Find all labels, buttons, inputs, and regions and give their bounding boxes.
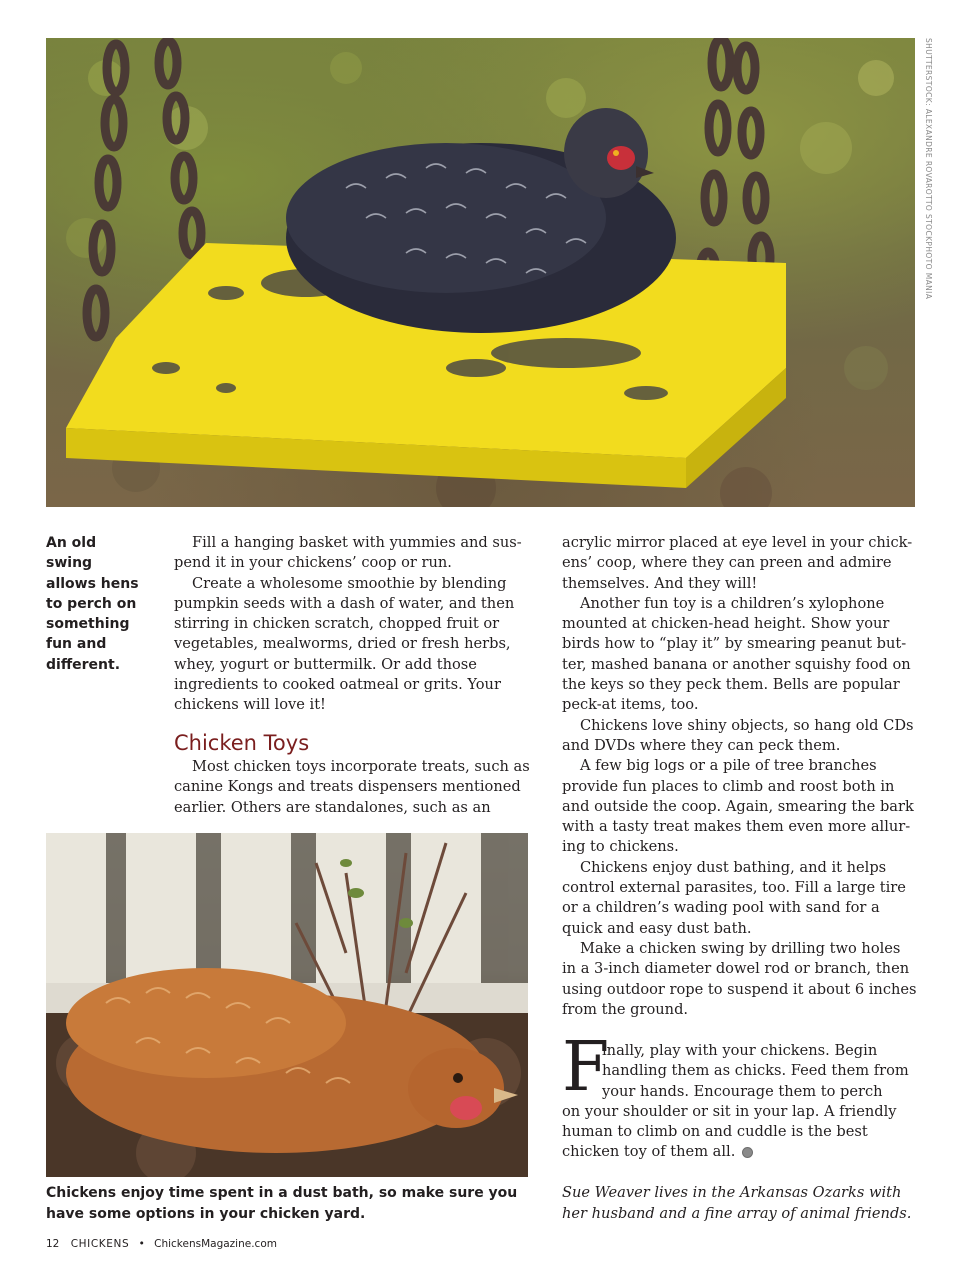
text-line: using outdoor rope to suspend it about 6 inches bbox=[562, 980, 917, 998]
photo-credit: SHUTTERSTOCK: ALEXANDRE ROVAROTTO STOCKPHOTO MANIA bbox=[924, 38, 933, 300]
end-of-article-icon bbox=[742, 1147, 753, 1158]
paragraph-chicken-toys bbox=[174, 757, 530, 818]
website-link[interactable]: ChickensMagazine.com bbox=[154, 1238, 277, 1250]
text-line: Fill a hanging basket with yummies and sus- bbox=[192, 534, 522, 551]
caption-line: An old bbox=[46, 535, 97, 551]
dust-bath-hen-photo bbox=[46, 833, 528, 1177]
text-line: A few big logs or a pile of tree branches bbox=[580, 757, 877, 775]
text-line: on your shoulder or sit in your lap. A friendly bbox=[562, 1102, 897, 1120]
text-line: ing to chickens. bbox=[562, 838, 679, 856]
caption-line: fun and bbox=[46, 636, 107, 653]
text-line: Another fun toy is a children’s xylophone bbox=[580, 594, 885, 612]
text-line: the keys so they peck them. Bells are popular bbox=[562, 676, 900, 694]
text-line: vegetables, mealworms, dried or fresh herbs, bbox=[174, 635, 511, 653]
text-line: Create a wholesome smoothie by blending bbox=[192, 574, 507, 592]
text-line: quick and easy dust bath. bbox=[562, 919, 752, 937]
caption-line: Chickens enjoy time spent in a dust bath, so make sure you bbox=[46, 1185, 518, 1201]
paragraph-smoothie bbox=[174, 574, 514, 716]
text-line: ingredients to cooked oatmeal or grits. Your bbox=[174, 676, 501, 694]
text-line: acrylic mirror placed at eye level in your chick- bbox=[562, 534, 913, 551]
paragraph-xylophone bbox=[562, 594, 911, 716]
text-line bbox=[562, 1142, 909, 1162]
text-line: with a tasty treat makes them even more allur- bbox=[562, 818, 911, 836]
caption-line: swing bbox=[46, 555, 93, 572]
text-line: Chickens enjoy dust bathing, and it helps bbox=[580, 858, 887, 876]
text-line: earlier. Others are standalones, such as an bbox=[174, 798, 491, 816]
swing-photo-caption bbox=[46, 533, 146, 675]
text-line: Most chicken toys incorporate treats, such as bbox=[192, 758, 530, 775]
caption-line: have some options in your chicken yard. bbox=[46, 1205, 366, 1222]
page-footer bbox=[46, 1238, 277, 1250]
text-line-content: chicken toy of them all. bbox=[562, 1143, 736, 1161]
caption-line: something bbox=[46, 616, 130, 633]
bio-line: her husband and a fine array of animal friends. bbox=[562, 1204, 912, 1222]
text-line: and outside the coop. Again, smearing the bark bbox=[562, 797, 914, 815]
text-line: human to climb on and cuddle is the best bbox=[562, 1123, 868, 1141]
section-heading-chicken-toys: Chicken Toys bbox=[174, 731, 310, 755]
text-line: provide fun places to climb and roost both in bbox=[562, 777, 895, 795]
text-line: ens’ coop, where they can preen and admire bbox=[562, 554, 892, 572]
dust-bath-illustration bbox=[46, 833, 528, 1177]
text-line: in a 3-inch diameter dowel rod or branch, then bbox=[562, 960, 910, 978]
text-line: whey, yogurt or buttermilk. Or add those bbox=[174, 655, 477, 673]
text-line: themselves. And they will! bbox=[562, 574, 758, 592]
text-line: or a children’s wading pool with sand for a bbox=[562, 899, 880, 917]
text-line: inally, play with your chickens. Begin bbox=[602, 1042, 878, 1059]
paragraph-final bbox=[562, 1041, 909, 1163]
caption-line: to perch on bbox=[46, 595, 137, 612]
page-number: 12 bbox=[46, 1238, 60, 1250]
text-line: peck-at items, too. bbox=[562, 696, 699, 714]
paragraph-hanging-basket bbox=[174, 533, 522, 574]
author-bio bbox=[562, 1183, 918, 1224]
text-line: chickens will love it! bbox=[174, 696, 326, 714]
text-line: pumpkin seeds with a dash of water, and then bbox=[174, 594, 515, 612]
text-line: ter, mashed banana or another squishy food on bbox=[562, 655, 911, 673]
text-line: control external parasites, too. Fill a large tire bbox=[562, 879, 906, 897]
text-line: Chickens love shiny objects, so hang old CDs bbox=[580, 716, 914, 734]
text-line: and DVDs where they can peck them. bbox=[562, 736, 841, 754]
text-line: Make a chicken swing by drilling two holes bbox=[580, 940, 901, 957]
text-line: birds how to “play it” by smearing peanut but- bbox=[562, 635, 907, 653]
text-line: stirring in chicken scratch, chopped fruit or bbox=[174, 615, 500, 633]
paragraph-chicken-swing bbox=[562, 939, 917, 1020]
swing-hen-photo bbox=[46, 38, 915, 507]
text-line: your hands. Encourage them to perch bbox=[602, 1082, 883, 1100]
paragraph-mirror bbox=[562, 533, 912, 594]
caption-line: allows hens bbox=[46, 575, 139, 592]
paragraph-logs-branches bbox=[562, 756, 914, 857]
swing-hen-illustration bbox=[46, 38, 915, 507]
drop-cap: F bbox=[562, 1028, 610, 1107]
text-line: handling them as chicks. Feed them from bbox=[602, 1062, 909, 1080]
bio-line: Sue Weaver lives in the Arkansas Ozarks with bbox=[562, 1184, 902, 1201]
text-line: from the ground. bbox=[562, 1000, 689, 1018]
dust-bath-photo-caption bbox=[46, 1183, 516, 1224]
paragraph-shiny-objects bbox=[562, 716, 914, 757]
text-line: canine Kongs and treats dispensers mentioned bbox=[174, 778, 521, 796]
text-line: pend it in your chickens’ coop or run. bbox=[174, 554, 452, 572]
caption-line: different. bbox=[46, 656, 121, 673]
paragraph-dust-bathing bbox=[562, 858, 906, 939]
footer-separator: • bbox=[138, 1238, 145, 1250]
text-line: mounted at chicken-head height. Show your bbox=[562, 615, 890, 633]
magazine-name: CHICKENS bbox=[70, 1238, 130, 1250]
